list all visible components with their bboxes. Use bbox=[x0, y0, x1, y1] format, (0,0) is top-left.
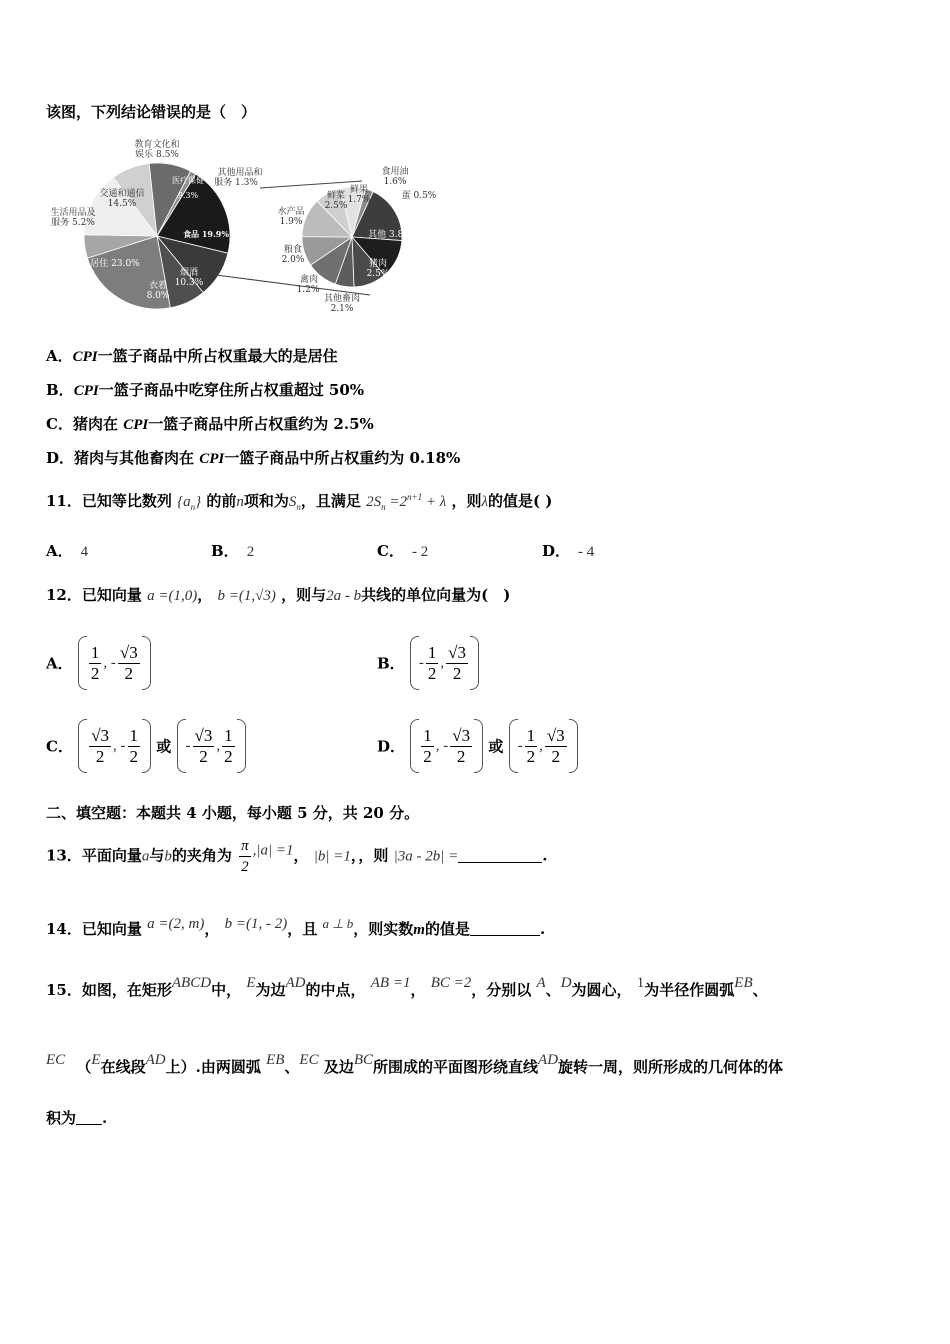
label-life-1: 生活用品及 bbox=[50, 208, 96, 218]
label-food: 食品 19.9% bbox=[183, 229, 229, 239]
label-poultry-1: 禽肉 bbox=[299, 275, 319, 285]
label-oil-1: 食用油 bbox=[381, 167, 409, 177]
label-tob-1: 烟酒 bbox=[179, 268, 199, 278]
q12-option-a: A． $\frac{1}{2}$ , - $\frac{√3}{2}$ bbox=[46, 636, 151, 690]
option-d: D．猪肉与其他畜肉在 CPI一篮子商品中所占权重约为 0.18% bbox=[46, 449, 461, 467]
label-poultry-2: 1.2% bbox=[296, 285, 320, 295]
label-fruit-2: 1.7% bbox=[347, 195, 371, 205]
label-pork-2: 2.5% bbox=[366, 269, 390, 279]
question-intro: 该图，下列结论错误的是（ ） bbox=[46, 103, 257, 121]
label-pork-1: 猪肉 bbox=[368, 259, 388, 269]
q12-option-b: B． - $\frac{1}{2}$ , $\frac{√3}{2}$ bbox=[377, 636, 479, 690]
label-med-2: 9.3% bbox=[177, 191, 199, 200]
q11-option-a: A． 4 bbox=[46, 542, 89, 560]
label-trans-2: 14.5% bbox=[107, 199, 137, 209]
question-15-line-2: EC （E在线段AD上）.由两圆弧 EB、EC 及边BC所围成的平面图形绕直线AD旋转一周，则所形成的几何体的体 bbox=[46, 1052, 784, 1076]
question-15-line-3: 积为 . bbox=[46, 1109, 108, 1127]
question-11: 11．已知等比数列 $\{a_n\}$ 的前n项和为$S_n$，且满足 $2S_n =2^{n+1} + \lambda$ ，则λ的值是( ) bbox=[46, 492, 553, 512]
label-edu-2: 娱乐 8.5% bbox=[135, 150, 179, 160]
question-12: 12．已知向量 a =(1,0)， b =(1,√3) ，则与2a - b共线的单位向量为( ) bbox=[46, 586, 511, 604]
q12-option-c: C． $\frac{√3}{2}$ , - $\frac{1}{2}$ 或 - $\frac{√3}{2}$ , $\frac{1}{2}$ bbox=[46, 719, 246, 773]
label-aqua-1: 水产品 bbox=[277, 207, 305, 217]
label-meat-2: 2.1% bbox=[330, 304, 354, 314]
question-15-line-1: 15．如图，在矩形ABCD中， E为边AD的中点， AB =1， BC =2，分别以 A、D为圆心， 1为半径作圆弧EB、 bbox=[46, 975, 768, 999]
label-edu-1: 教育文化和 bbox=[134, 140, 180, 150]
label-trans-1: 交通和通信 bbox=[99, 189, 145, 199]
q15-answer-blank[interactable] bbox=[76, 1110, 102, 1125]
label-tob-2: 10.3% bbox=[174, 278, 204, 288]
label-med-1: 医疗保健 bbox=[172, 176, 204, 185]
label-other-1: 其他用品和 bbox=[217, 168, 263, 178]
q11-option-b: B． 2 bbox=[211, 542, 255, 560]
label-veg-2: 2.5% bbox=[324, 201, 348, 211]
label-aqua-2: 1.9% bbox=[279, 217, 303, 227]
option-b: B．CPI一篮子商品中吃穿住所占权重超过 50% bbox=[46, 381, 365, 399]
label-oth: 其他 3.8% bbox=[368, 230, 412, 240]
label-other-2: 服务 1.3% bbox=[214, 178, 258, 188]
label-life-2: 服务 5.2% bbox=[51, 218, 95, 228]
label-veg-1: 鲜菜 bbox=[326, 191, 346, 201]
question-14: 14．已知向量 a =(2, m)， b =(1, - 2)，且 a ⊥ b，则实数m的值是 . bbox=[46, 916, 546, 938]
section-2-heading: 二、填空题：本题共 4 小题，每小题 5 分，共 20 分。 bbox=[46, 804, 420, 822]
label-grain-2: 2.0% bbox=[281, 255, 305, 265]
q11-option-d: D． - 4 bbox=[542, 542, 595, 560]
label-cloth-2: 8.0% bbox=[146, 291, 170, 301]
label-oil-2: 1.6% bbox=[383, 177, 407, 187]
label-grain-1: 粮食 bbox=[283, 245, 303, 255]
label-fruit-1: 鲜果 bbox=[349, 185, 369, 195]
option-c: C．猪肉在 CPI一篮子商品中所占权重约为 2.5% bbox=[46, 415, 374, 433]
q13-answer-blank[interactable] bbox=[458, 848, 542, 863]
option-a: A．CPI一篮子商品中所占权重最大的是居住 bbox=[46, 347, 338, 365]
cpi-pie-charts bbox=[40, 132, 460, 322]
label-house: 居住 23.0% bbox=[90, 259, 140, 269]
label-meat-1: 其他畜肉 bbox=[323, 294, 361, 304]
q12-option-d: D． $\frac{1}{2}$ , - $\frac{√3}{2}$ 或 - $\frac{1}{2}$ , $\frac{√3}{2}$ bbox=[377, 719, 578, 773]
label-cloth-1: 衣着 bbox=[148, 281, 168, 291]
question-13: 13．平面向量a与b的夹角为 $\frac{\pi}{2}$ ,|a| =1， |b| =1，，则 |3a - 2b| = . bbox=[46, 838, 548, 875]
q11-option-c: C． - 2 bbox=[377, 542, 429, 560]
label-egg: 蛋 0.5% bbox=[401, 191, 437, 201]
q14-answer-blank[interactable] bbox=[470, 921, 540, 936]
